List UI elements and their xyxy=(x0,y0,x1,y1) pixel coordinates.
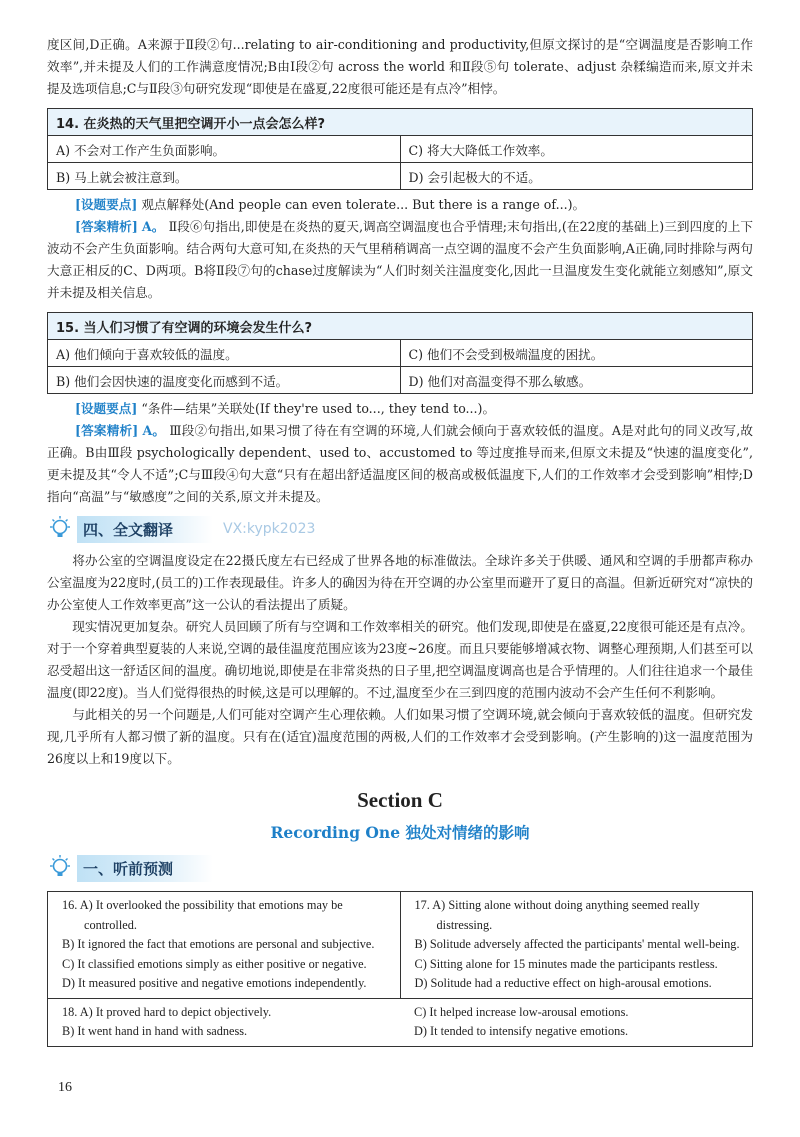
q16-option-c: C) It classified emotions simply as either positive or negative. xyxy=(62,956,367,971)
q16-option-d: D) It measured positive and negative emotions independently. xyxy=(62,976,367,990)
question-15-table xyxy=(47,312,753,394)
analysis-text: Ⅲ段②句指出,如果习惯了待在有空调的环境,人们就会倾向于喜欢较低的温度。A是对此句的同义改写,故正确。B由Ⅲ段 psychologically dependent、used to、accustomed to 等过度推导而来,但原文未提及“快速的温度变化”,更未提及其“令人不适”;C与Ⅲ段④句大意“只有在超出舒适温度区间的极高或极低温度下,人们的工作效率才会受到影响”相悖;D指向“高温”与“敏感度”之间的关系,原文并未提及。 xyxy=(47,423,753,504)
section-translation-header xyxy=(47,514,753,544)
q17-option-c: C) Sitting alone for 15 minutes made the participants restless. xyxy=(414,956,718,971)
key-text: “条件—结果”关联处(If they're used to..., they tend to...)。 xyxy=(141,401,496,416)
watermark: VX:kypk2023 xyxy=(223,521,316,537)
lightbulb-icon xyxy=(47,854,73,882)
q16-option-b: B) It ignored the fact that emotions are personal and subjective. xyxy=(62,937,375,951)
q17-option-a: 17. A) Sitting alone without doing anything seemed really distressing. xyxy=(414,898,700,932)
key-label: [设题要点] xyxy=(75,197,138,212)
page xyxy=(47,34,753,1047)
q15-option-d: D) 他们对高温变得不那么敏感。 xyxy=(400,367,753,394)
section-c-title: Section C xyxy=(357,788,443,812)
q14-option-c: C) 将大大降低工作效率。 xyxy=(400,136,753,163)
answer: A。 xyxy=(142,423,166,438)
analysis-label: [答案精析] xyxy=(75,423,139,438)
translation-paragraph-2: 现实情况更加复杂。研究人员回顾了所有与空调和工作效率相关的研究。他们发现,即使是在盛夏,22度很可能还是有点冷。对于一个穿着典型夏装的人来说,空调的最佳温度范围应该为23度~26度。而且只要能够增减衣物、调整心理预期,人们甚至可以忍受超出这一舒适区间的温度。确切地说,即使是在非常炎热的日子里,把空调温度调高也是合乎情理的。人们往往追求一个最佳温度(即22度)。当人们觉得很热的时候,这是可以理解的。不过,温度至少在三到四度的范围内波动不会产生任何不利影响。 xyxy=(47,619,753,700)
q16-cell xyxy=(48,892,401,999)
section-prediction-title: 一、听前预测 xyxy=(77,855,213,882)
translation-paragraph-1: 将办公室的空调温度设定在22摄氏度左右已经成了世界各地的标准做法。全球许多关于供暖、通风和空调的手册都声称办公室温度为22度时,(员工的)工作表现最佳。许多人的确因为待在开空调的办公室里而避开了夏日的高温。但新近研究对“凉快的办公室使人工作效率更高”这一公认的看法提出了质疑。 xyxy=(47,553,753,612)
answer: A。 xyxy=(141,219,165,234)
translation-paragraph-3: 与此相关的另一个问题是,人们可能对空调产生心理依赖。人们如果习惯了空调环境,就会倾向于喜欢较低的温度。但研究发现,几乎所有人都习惯了新的温度。只有在(适宜)温度范围的两极,人们的工作效率才会受到影响。(产生影响的)这一温度范围为26度以上和19度以下。 xyxy=(47,707,753,766)
question-14-table xyxy=(47,108,753,190)
q17-option-d: D) Solitude had a reductive effect on high-arousal emotions. xyxy=(414,976,712,990)
q17-cell xyxy=(400,892,753,999)
q14-option-a: A) 不会对工作产生负面影响。 xyxy=(48,136,401,163)
q15-option-c: C) 他们不会受到极端温度的困扰。 xyxy=(400,340,753,367)
q18-option-b: B) It went hand in hand with sadness. xyxy=(62,1024,248,1038)
q14-option-b: B) 马上就会被注意到。 xyxy=(48,163,401,190)
q18-option-a: 18. A) It proved hard to depict objectively. xyxy=(62,1004,272,1019)
lightbulb-icon xyxy=(47,515,73,543)
question-15-title: 15. 当人们习惯了有空调的环境会发生什么? xyxy=(48,313,753,340)
q15-analysis xyxy=(47,420,753,508)
listening-options-table xyxy=(47,891,753,1047)
q17-option-b: B) Solitude adversely affected the participants' mental well-being. xyxy=(414,937,740,951)
q15-option-a: A) 他们倾向于喜欢较低的温度。 xyxy=(48,340,401,367)
section-prediction-header xyxy=(47,853,753,883)
q14-key-point xyxy=(47,194,753,216)
recording-title: Recording One 独处对情绪的影响 xyxy=(270,823,530,842)
q18-right-cell xyxy=(400,998,753,1046)
page-number: 16 xyxy=(58,1080,72,1095)
key-text: 观点解释处(And people can even tolerate... But there is a range of...)。 xyxy=(141,197,586,212)
key-label: [设题要点] xyxy=(75,401,138,416)
q18-option-d: D) It tended to intensify negative emotions. xyxy=(414,1024,629,1038)
q14-analysis xyxy=(47,216,753,304)
q14-option-d: D) 会引起极大的不适。 xyxy=(400,163,753,190)
question-14-title: 14. 在炎热的天气里把空调开小一点会怎么样? xyxy=(48,109,753,136)
q16-option-a: 16. A) It overlooked the possibility that emotions may be controlled. xyxy=(62,898,343,932)
analysis-label: [答案精析] xyxy=(75,219,138,234)
q18-option-c: C) It helped increase low-arousal emotions. xyxy=(414,1004,629,1019)
q18-left-cell xyxy=(48,998,401,1046)
analysis-text: Ⅱ段⑥句指出,即使是在炎热的夏天,调高空调温度也合乎情理;末句指出,(在22度的基础上)三到四度的上下波动不会产生负面影响。结合两句大意可知,在炎热的天气里稍稍调高一点空调的温度不会产生负面影响,A正确,同时排除与两句大意正相反的C、D两项。B将Ⅱ段⑦句的chase过度解读为“人们时刻关注温度变化,因此一旦温度发生变化就能立刻感知”,原文并未提及相关信息。 xyxy=(47,219,753,300)
section-translation-title: 四、全文翻译 xyxy=(77,516,213,543)
q15-option-b: B) 他们会因快速的温度变化而感到不适。 xyxy=(48,367,401,394)
intro-paragraph: 度区间,D正确。A来源于Ⅱ段②句...relating to air-conditioning and productivity,但原文探讨的是“空调温度是否影响工作效率”,并未提及人们的工作满意度情况;B由Ⅰ段②句 across the world 和Ⅱ段⑤句 tolerate、adjust 杂糅编造而来,原文并未提及选项信息;C与Ⅱ段③句研究发现“即使是在盛夏,22度很可能还是有点冷”相悖。 xyxy=(47,37,753,96)
q15-key-point xyxy=(47,398,753,420)
